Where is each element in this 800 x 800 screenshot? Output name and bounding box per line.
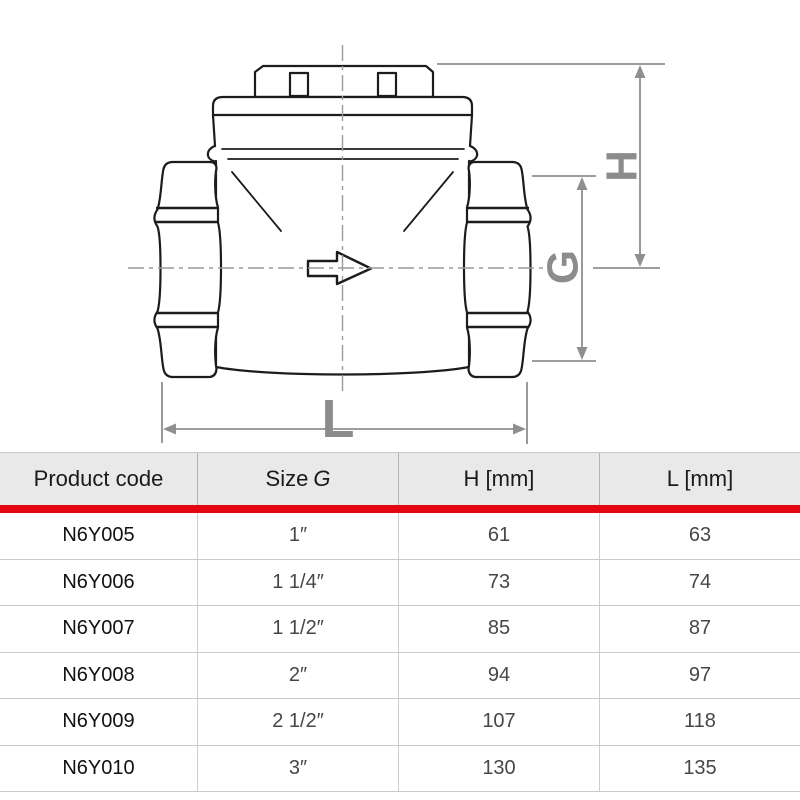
hex-end-left (155, 162, 222, 377)
cap-bolt-left (290, 73, 308, 96)
l-value: 87 (599, 606, 800, 652)
valve-cap (255, 66, 433, 97)
size-value: 3″ (197, 746, 398, 792)
table-row (0, 699, 800, 746)
size-value: 2″ (197, 653, 398, 699)
product-code: N6Y007 (62, 617, 135, 640)
internal-flap-line-left (232, 172, 281, 231)
dim-label-h: H (597, 150, 647, 182)
product-code: N6Y005 (62, 524, 135, 547)
dim-label-l: L (321, 389, 355, 449)
size-value: 1 1/4″ (197, 560, 398, 606)
product-code: N6Y008 (62, 663, 135, 686)
header-product-code: Product code (33, 466, 164, 491)
table-row (0, 513, 800, 560)
l-value: 97 (599, 653, 800, 699)
header-size-g: Size G (197, 453, 398, 505)
product-code: N6Y009 (62, 710, 135, 733)
red-accent-bar (0, 505, 800, 513)
h-value: 107 (398, 699, 599, 745)
hex-end-right (464, 162, 531, 377)
spec-table-header-row (0, 452, 800, 505)
l-value: 135 (599, 746, 800, 792)
size-value: 1″ (197, 513, 398, 559)
table-row (0, 560, 800, 607)
l-value: 74 (599, 560, 800, 606)
h-value: 61 (398, 513, 599, 559)
table-row (0, 653, 800, 700)
h-value: 130 (398, 746, 599, 792)
header-h-mm: H [mm] (398, 453, 599, 505)
h-value: 73 (398, 560, 599, 606)
h-value: 94 (398, 653, 599, 699)
table-row (0, 746, 800, 793)
h-value: 85 (398, 606, 599, 652)
size-value: 1 1/2″ (197, 606, 398, 652)
cap-bolt-right (378, 73, 396, 96)
header-l-mm: L [mm] (599, 453, 800, 505)
table-row (0, 606, 800, 653)
l-value: 63 (599, 513, 800, 559)
product-code: N6Y010 (62, 756, 135, 779)
spec-table (0, 452, 800, 792)
internal-flap-line-right (404, 172, 453, 231)
size-value: 2 1/2″ (197, 699, 398, 745)
dim-label-g: G (538, 249, 588, 285)
l-value: 118 (599, 699, 800, 745)
product-code: N6Y006 (62, 570, 135, 593)
